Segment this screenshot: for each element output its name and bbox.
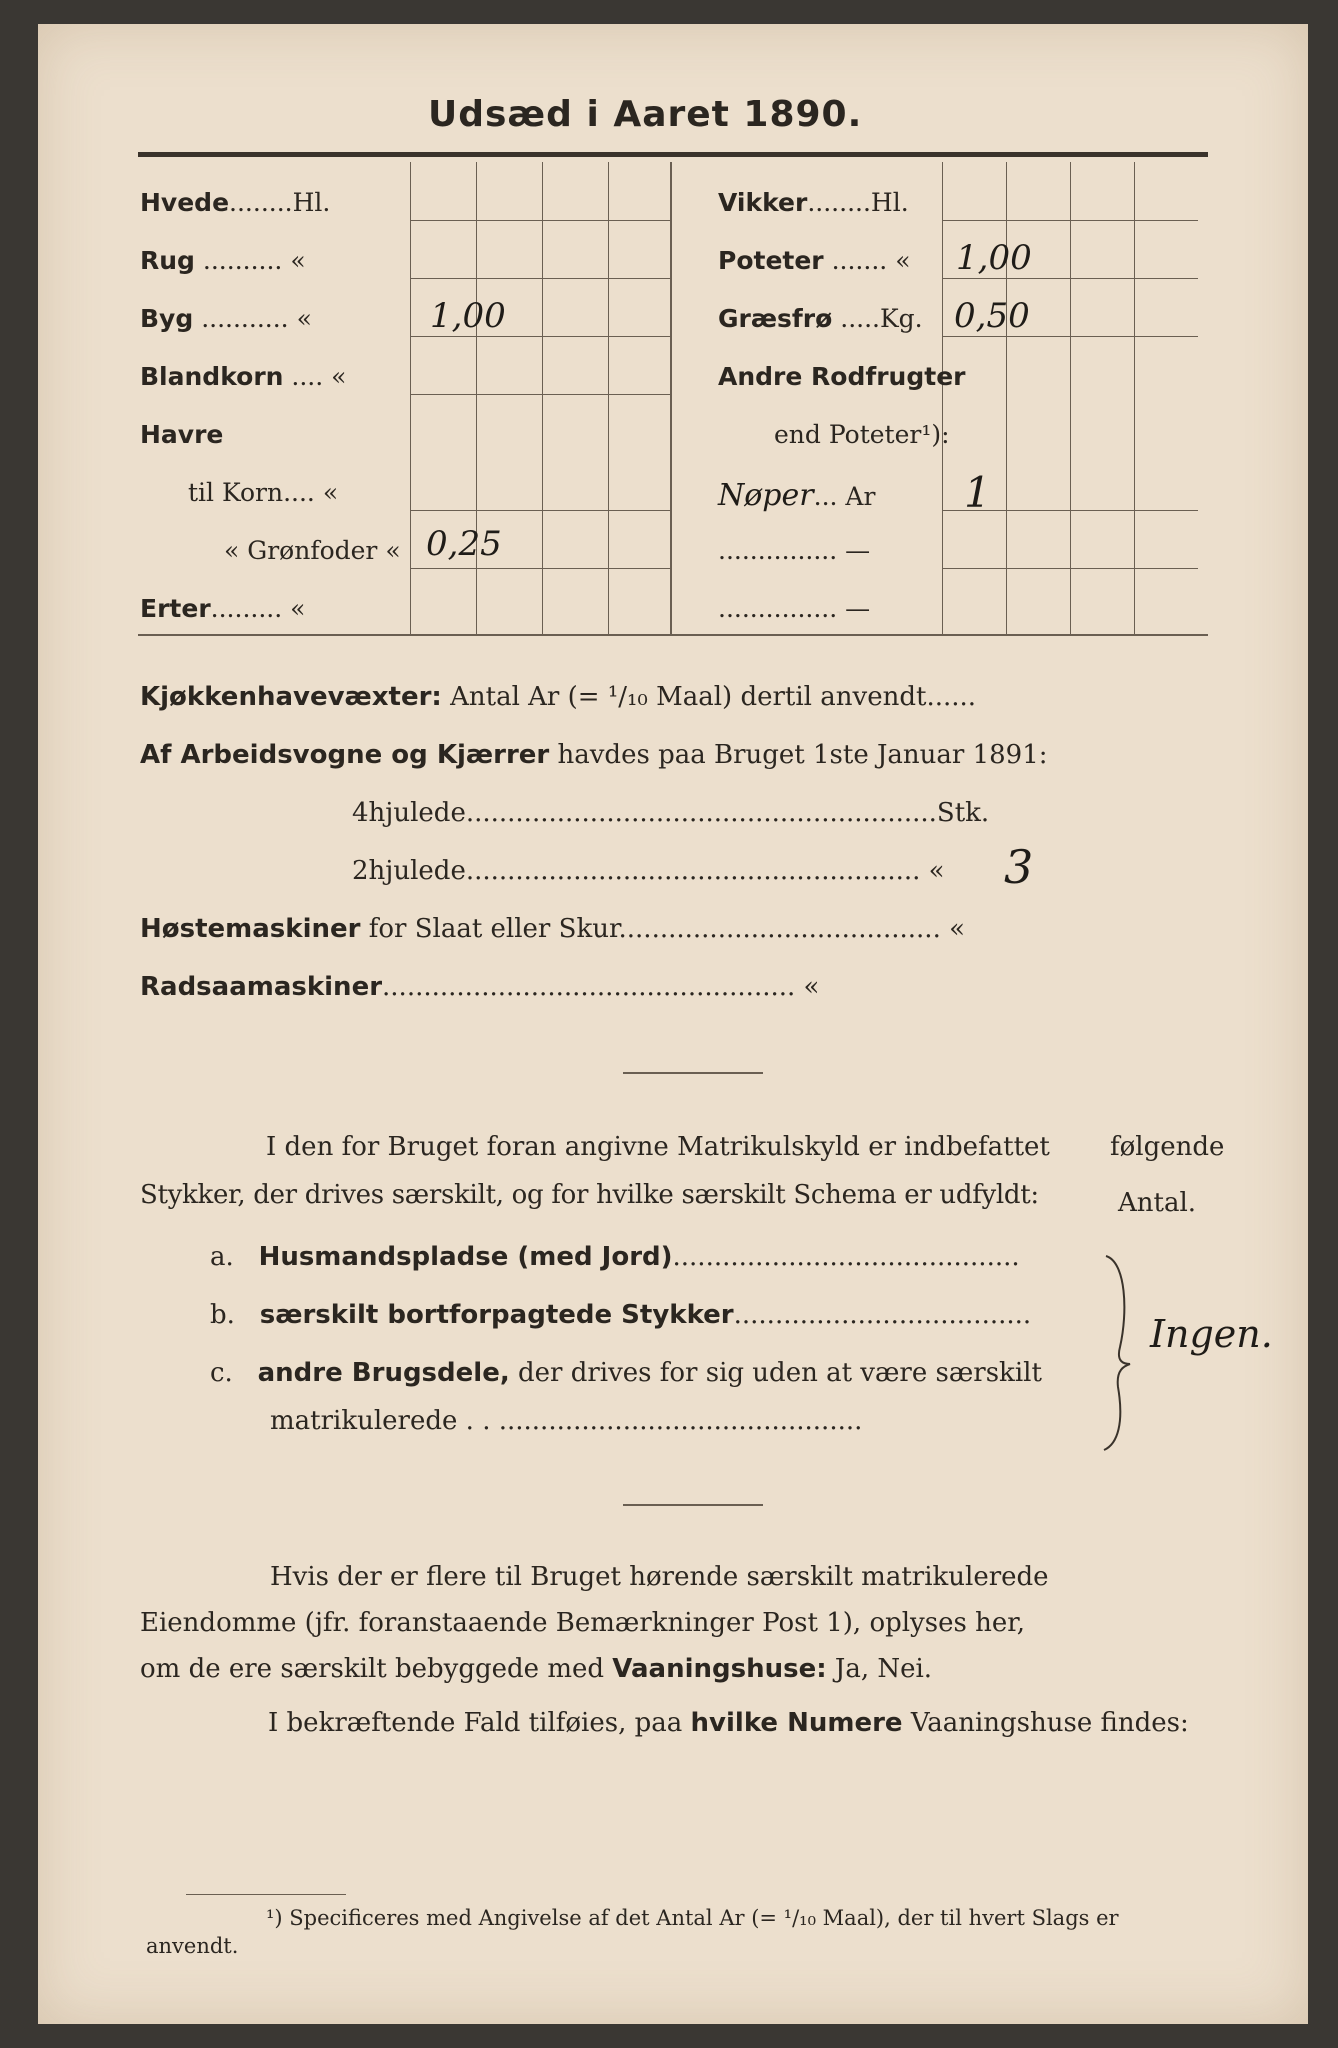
row-dots: ....... [831, 246, 888, 275]
row-dots: ........... [201, 304, 289, 333]
table-center-divider [670, 162, 672, 634]
left-col-1 [410, 162, 411, 634]
row-erter [140, 594, 305, 623]
row-graesfro [718, 304, 923, 333]
kjokken-text: Antal Ar (= ¹/₁₀ Maal) dertil anvendt [450, 682, 927, 712]
row-blandkorn [140, 362, 346, 391]
table-top-rule [138, 152, 1208, 157]
row-vikker [718, 188, 909, 217]
row-unit: « [895, 246, 911, 275]
footnote-line1: ¹) Specificeres med Angivelse af det Antal Ar (= ¹/₁₀ Maal), der til hvert Slags er [266, 1906, 1119, 1930]
row-dots: .......... [202, 246, 283, 275]
hjul-label: 4hjulede [352, 798, 466, 828]
hvis-line4-bold: hvilke Numere [690, 1708, 903, 1738]
row-label-handwritten: Nøper [718, 478, 814, 513]
form-title: Udsæd i Aaret 1890. [428, 94, 863, 135]
row-dots: .... [283, 478, 315, 507]
row-dots: ... [813, 482, 838, 511]
hvis-line1: Hvis der er flere til Bruget hørende særskilt matrikulerede [270, 1562, 1049, 1592]
row-label: Havre [140, 420, 224, 449]
item-b [210, 1300, 1031, 1330]
arbeid-text: havdes paa Bruget 1ste Januar 1891: [557, 740, 1048, 770]
item-c-text: matrikulerede [270, 1406, 458, 1436]
row-dots: .... [291, 362, 324, 391]
item-bold: særskilt bortforpagtede Stykker [259, 1300, 734, 1330]
kjokken-dots: ...... [926, 682, 977, 712]
item-letter: c. [210, 1358, 233, 1388]
row-unit: Hl. [292, 188, 331, 217]
right-col-1 [942, 162, 943, 634]
row-rug [140, 246, 306, 275]
noper-value: 1 [964, 468, 991, 517]
row-label: « Grønfoder [224, 536, 378, 565]
row-dots: ......... [210, 594, 283, 623]
answer-handwritten: Ingen. [1150, 1312, 1273, 1356]
matrikul-line1: I den for Bruget foran angivne Matrikulskyld er indbefattet [266, 1132, 1050, 1162]
row-label: Rug [140, 246, 195, 275]
hjul-unit: « [928, 856, 945, 886]
right-rule [942, 336, 1198, 337]
section-separator [623, 1072, 763, 1074]
row-havre [140, 420, 223, 449]
left-col-4 [608, 162, 609, 634]
hjul-dots: ....................................................... [465, 856, 921, 886]
left-rule [410, 510, 670, 511]
row-til-korn [188, 478, 338, 507]
right-col-2 [1006, 162, 1007, 634]
row-label: Blandkorn [140, 362, 284, 391]
right-rule [942, 568, 1198, 569]
row-unit: « [296, 304, 312, 333]
graesfro-value: 0,50 [954, 296, 1030, 336]
arbeid-line [140, 740, 1048, 770]
hoste-unit: « [949, 914, 966, 944]
row-blank-2 [718, 594, 870, 623]
radsaa-line [140, 972, 819, 1002]
item-text: der drives for sig uden at være særskilt [517, 1358, 1042, 1388]
right-rule [942, 278, 1198, 279]
row-label: Byg [140, 304, 194, 333]
footnote-rule [186, 1894, 346, 1895]
hoste-dots: ....................................... [618, 914, 941, 944]
hvis-line3-post: Ja, Nei. [834, 1654, 933, 1684]
brace-mark [1098, 1252, 1138, 1452]
section-separator [623, 1504, 763, 1506]
arbeid-label: Af Arbeidsvogne og Kjærrer [140, 740, 550, 770]
item-letter: a. [210, 1242, 234, 1272]
hvis-line4-post: Vaaningshuse findes: [910, 1708, 1189, 1738]
row-andre-rodfrugter [718, 362, 966, 391]
row-noper [718, 478, 875, 513]
radsaa-unit: « [803, 972, 820, 1002]
right-col-4 [1134, 162, 1135, 634]
row-end-poteter [774, 420, 950, 449]
row-label: Hvede [140, 188, 230, 217]
row-dots: ........ [807, 188, 871, 217]
left-rule [410, 278, 670, 279]
hoste-label: Høstemaskiner [140, 914, 361, 944]
hjul-unit: Stk. [936, 798, 990, 828]
hvis-line2: Eiendomme (jfr. foranstaaende Bemærkninger Post 1), oplyses her, [140, 1608, 1026, 1638]
census-form-page [38, 24, 1308, 2024]
row-unit: Ar [845, 482, 876, 511]
hjul-label: 2hjulede [352, 856, 466, 886]
hjul2-value: 3 [1004, 840, 1034, 894]
row-unit: — [845, 594, 871, 623]
row-unit: Hl. [870, 188, 909, 217]
item-letter: b. [210, 1300, 235, 1330]
gronfoder-value: 0,25 [426, 524, 502, 564]
item-c-line2 [270, 1406, 862, 1436]
row-byg [140, 304, 312, 333]
row-unit: « [290, 246, 306, 275]
table-bottom-rule [138, 634, 1208, 636]
radsaa-label: Radsaamaskiner [140, 972, 383, 1002]
item-dots: .................................... [733, 1300, 1032, 1330]
hjul-dots: ......................................................... [465, 798, 937, 828]
row-gronfoder [224, 536, 401, 565]
item-bold: Husmandspladse (med Jord) [258, 1242, 673, 1272]
item-dots: . . ............................................ [457, 1406, 863, 1436]
row-label: til Korn [188, 478, 284, 507]
row-unit: « [322, 478, 339, 507]
row-label: end Poteter¹): [774, 420, 950, 449]
row-hvede [140, 188, 330, 217]
byg-value: 1,00 [430, 296, 506, 336]
row-dots: ............... [718, 536, 838, 565]
row-unit: Kg. [880, 304, 923, 333]
hoste-line [140, 914, 965, 944]
footnote-line2: anvendt. [146, 1934, 239, 1958]
row-label: Græsfrø [718, 304, 833, 333]
hjul2-line [352, 856, 945, 886]
kjokken-label: Kjøkkenhavevæxter: [140, 682, 442, 712]
row-poteter [718, 246, 910, 275]
left-rule [410, 336, 670, 337]
row-unit: « [385, 536, 401, 565]
hvis-line3-pre: om de ere særskilt bebyggede med [140, 1654, 605, 1684]
row-unit: « [290, 594, 306, 623]
row-unit: — [845, 536, 871, 565]
matrikul-line1b: følgende [1110, 1132, 1225, 1162]
hvis-line3-bold: Vaaningshuse: [612, 1654, 827, 1684]
item-a [210, 1242, 1020, 1272]
hjul4-line [352, 798, 989, 828]
right-col-3 [1070, 162, 1071, 634]
hoste-text: for Slaat eller Skur [368, 914, 619, 944]
row-dots: ..... [840, 304, 880, 333]
hvis-line4-pre: I bekræftende Fald tilføies, paa [268, 1708, 683, 1738]
row-unit: « [331, 362, 347, 391]
matrikul-antal: Antal. [1118, 1188, 1197, 1218]
row-blank-1 [718, 536, 870, 565]
radsaa-dots: .................................................. [382, 972, 796, 1002]
left-rule [410, 394, 670, 395]
right-rule [942, 220, 1198, 221]
item-dots: .......................................... [672, 1242, 1020, 1272]
left-col-3 [542, 162, 543, 634]
hvis-line4 [268, 1708, 1189, 1738]
hvis-line3 [140, 1654, 932, 1684]
kjokken-line [140, 682, 976, 712]
left-rule [410, 220, 670, 221]
item-bold: andre Brugsdele, [257, 1358, 510, 1388]
row-dots: ............... [718, 594, 838, 623]
row-label: Erter [140, 594, 211, 623]
left-rule [410, 568, 670, 569]
row-label: Andre Rodfrugter [718, 362, 966, 391]
row-dots: ........ [229, 188, 293, 217]
row-label: Poteter [718, 246, 824, 275]
row-label: Vikker [718, 188, 808, 217]
matrikul-line2: Stykker, der drives særskilt, og for hvilke særskilt Schema er udfyldt: [140, 1180, 1039, 1210]
item-c [210, 1358, 1042, 1388]
poteter-value: 1,00 [956, 238, 1032, 278]
